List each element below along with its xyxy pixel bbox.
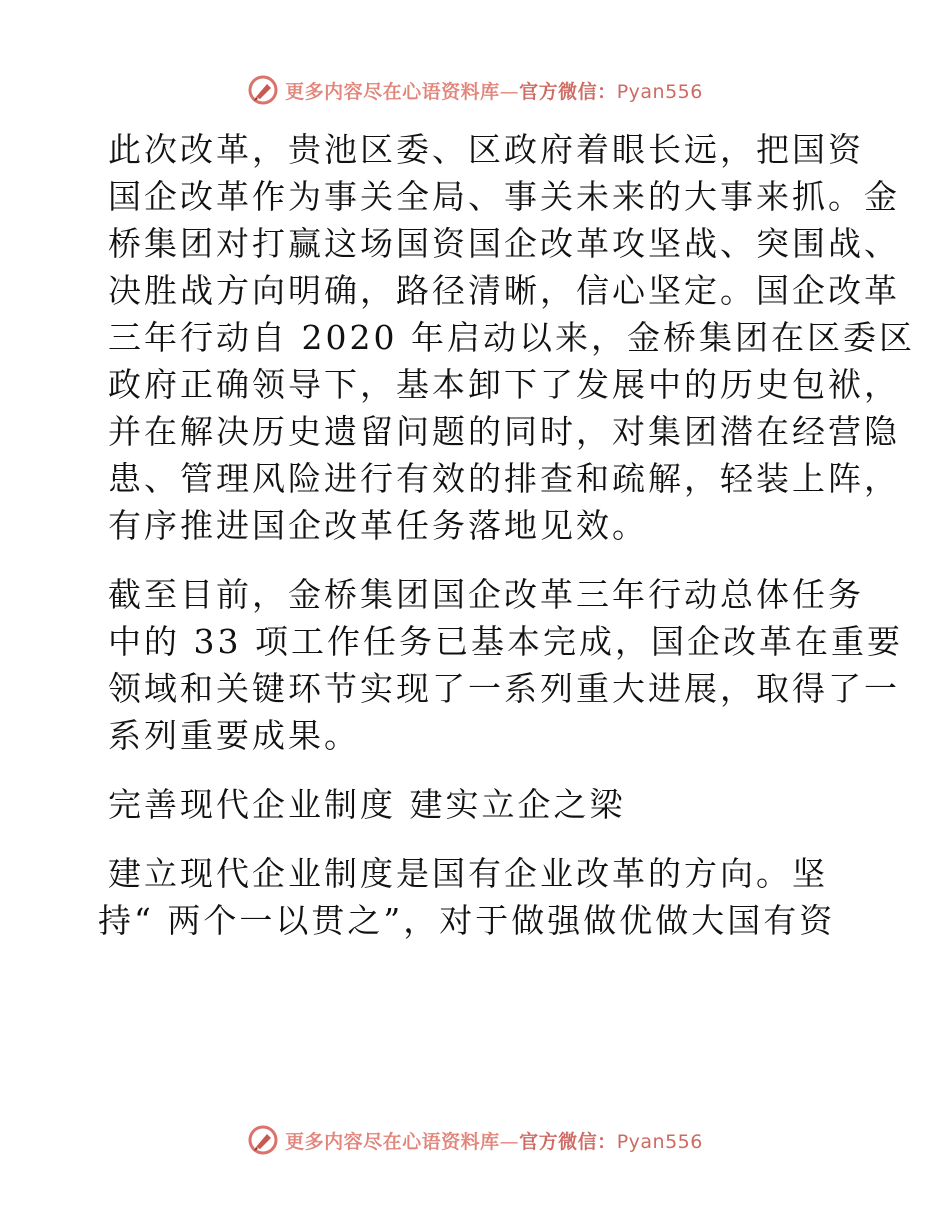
paragraph-3 xyxy=(98,850,858,944)
watermark-separator: — xyxy=(499,1130,520,1153)
document-body xyxy=(98,126,915,966)
text-line: 领域和关键环节实现了一系列重大进展，取得了一 xyxy=(108,669,900,708)
watermark-text xyxy=(285,1127,703,1154)
watermark-contact-label: 官方微信： xyxy=(519,80,617,103)
watermark-contact-label: 官方微信： xyxy=(519,1130,617,1153)
watermark-brand: 更多内容尽在心语资料库 xyxy=(285,80,500,103)
text-line: 此次改革，贵池区委、区政府着眼长远，把国资 xyxy=(108,130,864,169)
text-line: 国企改革作为事关全局、事关未来的大事来抓。金 xyxy=(108,177,900,216)
text-line: 有序推进国企改革任务落地见效。 xyxy=(108,506,648,545)
text-line: 决胜战方向明确，路径清晰，信心坚定。国企改革 xyxy=(108,271,900,310)
pen-nib-circle-icon xyxy=(247,1124,279,1156)
text-line: 政府正确领导下，基本卸下了发展中的历史包袱， xyxy=(108,365,900,404)
footer-watermark xyxy=(0,1122,950,1158)
heading-line: 完善现代企业制度 建实立企之梁 xyxy=(108,785,626,824)
watermark-contact-id: Pyan556 xyxy=(616,80,703,103)
text-line: 三年行动自 2020 年启动以来，金桥集团在区委区 xyxy=(108,318,915,357)
header-watermark xyxy=(0,72,950,108)
text-line: 系列重要成果。 xyxy=(108,716,360,755)
watermark-text xyxy=(285,77,703,104)
paragraph-1 xyxy=(98,126,915,549)
text-line: 中的 33 项工作任务已基本完成，国企改革在重要 xyxy=(108,622,903,661)
watermark-contact-id: Pyan556 xyxy=(616,1130,703,1153)
text-line: 建立现代企业制度是国有企业改革的方向。坚 xyxy=(108,854,828,893)
text-line: 并在解决历史遗留问题的同时，对集团潜在经营隐 xyxy=(108,412,900,451)
paragraph-2 xyxy=(98,571,903,759)
pen-nib-circle-icon xyxy=(247,74,279,106)
text-line: 桥集团对打赢这场国资国企改革攻坚战、突围战、 xyxy=(108,224,900,263)
text-line: 截至目前，金桥集团国企改革三年行动总体任务 xyxy=(108,575,864,614)
watermark-separator: — xyxy=(499,80,520,103)
watermark-brand: 更多内容尽在心语资料库 xyxy=(285,1130,500,1153)
text-line: 患、管理风险进行有效的排查和疏解，轻装上阵， xyxy=(108,459,900,498)
text-line: 持“ 两个一以贯之”，对于做强做优做大国有资 xyxy=(98,901,836,940)
section-heading xyxy=(98,781,858,828)
